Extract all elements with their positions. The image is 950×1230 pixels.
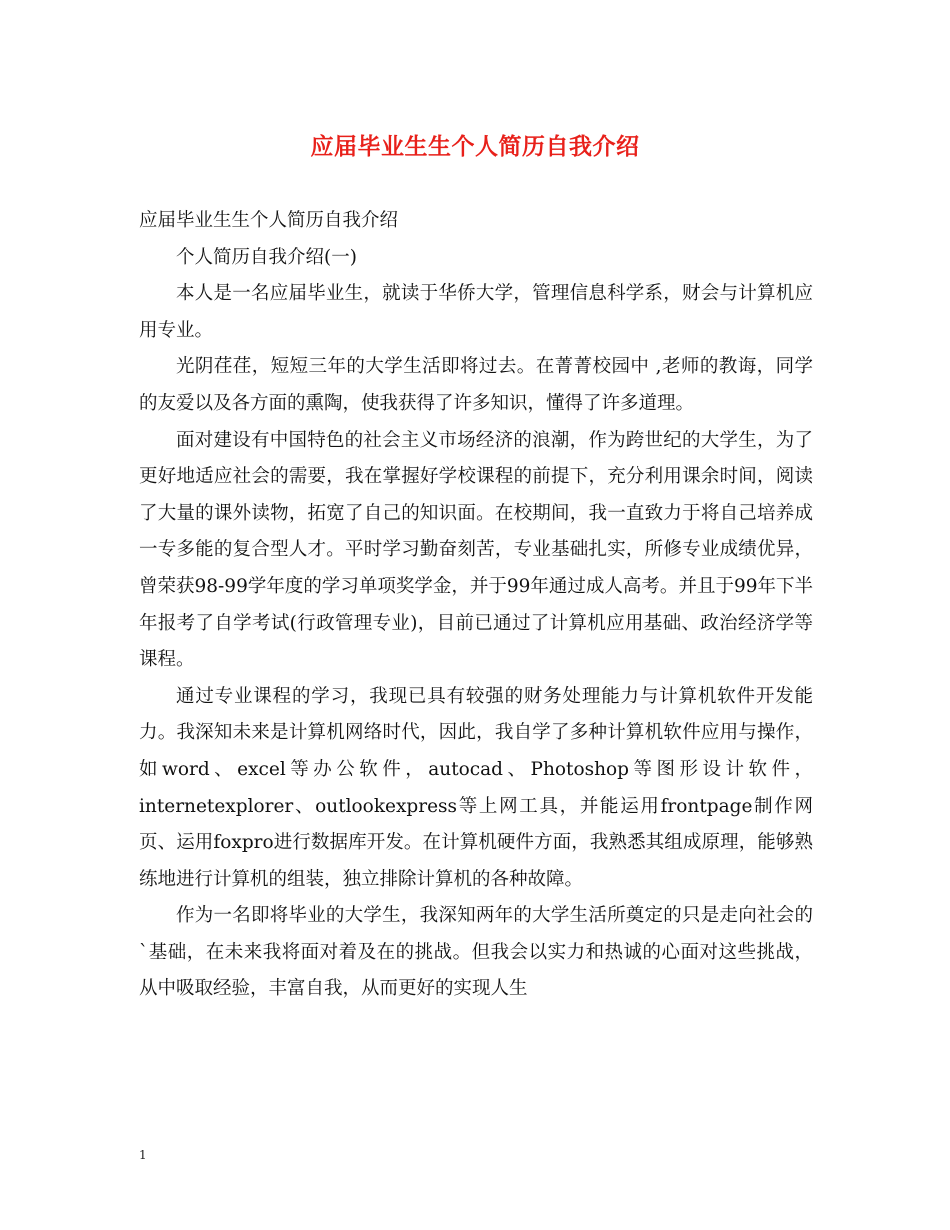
section-heading: 个人简历自我介绍(一): [176, 246, 357, 268]
page-number: 1: [139, 1148, 147, 1162]
body-heading: 应届毕业生生个人简历自我介绍: [139, 210, 399, 231]
paragraph: 面对建设有中国特色的社会主义市场经济的浪潮，作为跨世纪的大学生，为了更好地适应社会的需要，我在掌握好学校课程的前提下，充分利用课余时间，阅读了大量的课外读物，拓宽了自己的知识面。在校期间，我一直致力于将自己培养成一专多能的复合型人才。平时学习勤奋刻苦，专业基础扎实，所修专业成绩优异，曾荣获98-99学年度的学习单项奖学金，并于99年通过成人高考。并且于99年下半年报考了自学考试(行政管理专业)，目前已通过了计算机应用基础、政治经济学等课程。: [139, 429, 813, 671]
paragraph: 作为一名即将毕业的大学生，我深知两年的大学生活所奠定的只是走向社会的`基础，在未来我将面对着及在的挑战。但我会以实力和热诚的心面对这些挑战，从中吸取经验，丰富自我，从而更好的实现人生: [139, 905, 813, 1000]
document-title: 应届毕业生生个人简历自我介绍: [310, 133, 640, 160]
paragraph: 本人是一名应届毕业生，就读于华侨大学，管理信息科学系，财会与计算机应用专业。: [139, 283, 813, 341]
paragraph: 光阴荏荏，短短三年的大学生活即将过去。在菁菁校园中 ,老师的教诲，同学的友爱以及各方面的熏陶，使我获得了许多知识，懂得了许多道理。: [139, 356, 813, 414]
paragraph: 通过专业课程的学习，我现已具有较强的财务处理能力与计算机软件开发能力。我深知未来是计算机网络时代，因此，我自学了多种计算机软件应用与操作，如word、excel等办公软件，autocad、Photoshop等图形设计软件，internetexplorer、outlookexpress等上网工具，并能运用frontpage制作网页、运用foxpro进行数据库开发。在计算机硬件方面，我熟悉其组成原理，能够熟练地进行计算机的组装，独立排除计算机的各种故障。: [139, 685, 813, 890]
document-body: [139, 203, 813, 1008]
